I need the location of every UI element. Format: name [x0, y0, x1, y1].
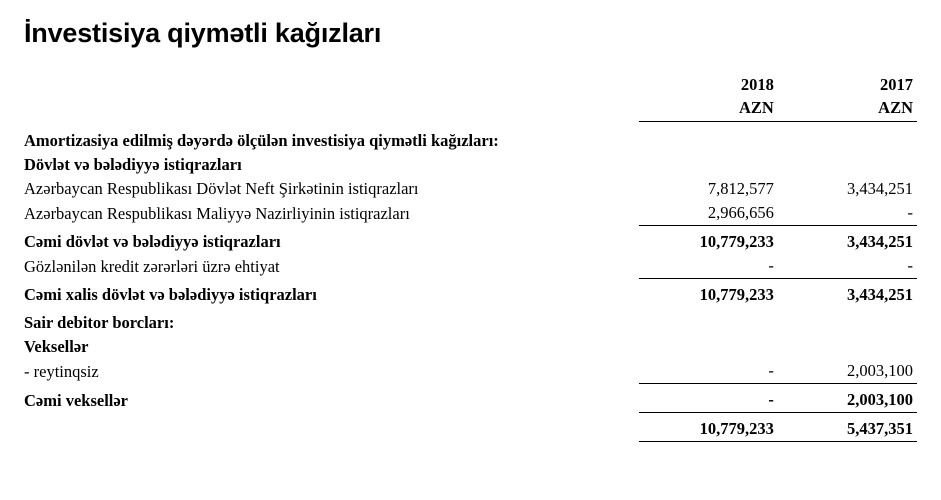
column-header-year-2018: 2018	[740, 75, 774, 95]
table-row	[24, 388, 917, 413]
row-value-2017	[778, 129, 917, 153]
row-label: Sair debitor borcları:	[24, 313, 175, 333]
table-row	[24, 129, 917, 153]
table-row	[24, 254, 917, 279]
row-label: Azərbaycan Respublikası Maliyyə Nazirliyinin istiqrazları	[24, 203, 410, 223]
row-label: Amortizasiya edilmiş dəyərdə ölçülən investisiya qiymətli kağızları:	[24, 131, 499, 151]
table-header-years	[24, 75, 917, 96]
row-value-2017: 2,003,100	[847, 390, 913, 410]
row-value-2018: -	[768, 390, 774, 410]
page-title: İnvestisiya qiymətli kağızları	[24, 18, 382, 48]
rule-2018	[639, 442, 778, 443]
row-value-2017: 2,003,100	[847, 361, 913, 381]
row-value-2017: 3,434,251	[847, 232, 913, 252]
table-row	[24, 177, 917, 201]
row-label: Veksellər	[24, 337, 89, 357]
rule-below-grand-total	[24, 442, 917, 443]
table-row	[24, 201, 917, 226]
row-label: Gözlənilən kredit zərərləri üzrə ehtiyat	[24, 256, 280, 276]
row-value-2018	[639, 311, 778, 335]
row-value-2018	[639, 153, 778, 177]
rule-2017	[778, 442, 917, 443]
row-value-2018: 2,966,656	[707, 203, 774, 223]
row-value-2018: 7,812,577	[707, 179, 774, 199]
row-label: Azərbaycan Respublikası Dövlət Neft Şirkətinin istiqrazları	[24, 179, 419, 199]
row-value-2017	[778, 335, 917, 359]
row-label: Cəmi dövlət və bələdiyyə istiqrazları	[24, 232, 281, 252]
row-label: - reytinqsiz	[24, 361, 99, 381]
row-value-2018: 10,779,233	[699, 419, 774, 439]
row-label	[24, 417, 639, 442]
column-header-year-2017: 2017	[880, 75, 913, 95]
row-value-2017: 3,434,251	[847, 285, 913, 305]
investment-securities-table	[24, 75, 917, 442]
row-value-2017	[778, 311, 917, 335]
row-label: Cəmi veksellər	[24, 390, 129, 410]
table-header-currencies	[24, 96, 917, 122]
header-spacer	[24, 75, 639, 96]
table-row	[24, 311, 917, 335]
row-value-2017: -	[907, 256, 913, 276]
row-value-2018: -	[768, 256, 774, 276]
row-value-2018: -	[768, 361, 774, 381]
spacer-row	[24, 122, 917, 129]
row-value-2017: 3,434,251	[847, 179, 913, 199]
table-row-grand-total	[24, 417, 917, 442]
row-value-2017: -	[907, 203, 913, 223]
table-row	[24, 230, 917, 254]
row-label: Dövlət və bələdiyyə istiqrazları	[24, 155, 242, 175]
column-header-currency-2018: AZN	[738, 98, 774, 118]
row-value-2017	[778, 153, 917, 177]
row-value-2018	[639, 129, 778, 153]
row-value-2018: 10,779,233	[699, 232, 774, 252]
table-row	[24, 359, 917, 384]
column-header-currency-2017: AZN	[878, 98, 913, 118]
header-spacer-2	[24, 96, 639, 122]
row-value-2018: 10,779,233	[699, 285, 774, 305]
row-label: Cəmi xalis dövlət və bələdiyyə istiqrazları	[24, 285, 317, 305]
rule-spacer	[24, 442, 639, 443]
table-row	[24, 153, 917, 177]
row-value-2018	[639, 335, 778, 359]
row-value-2017: 5,437,351	[847, 419, 913, 439]
table-row	[24, 335, 917, 359]
table-row	[24, 283, 917, 307]
